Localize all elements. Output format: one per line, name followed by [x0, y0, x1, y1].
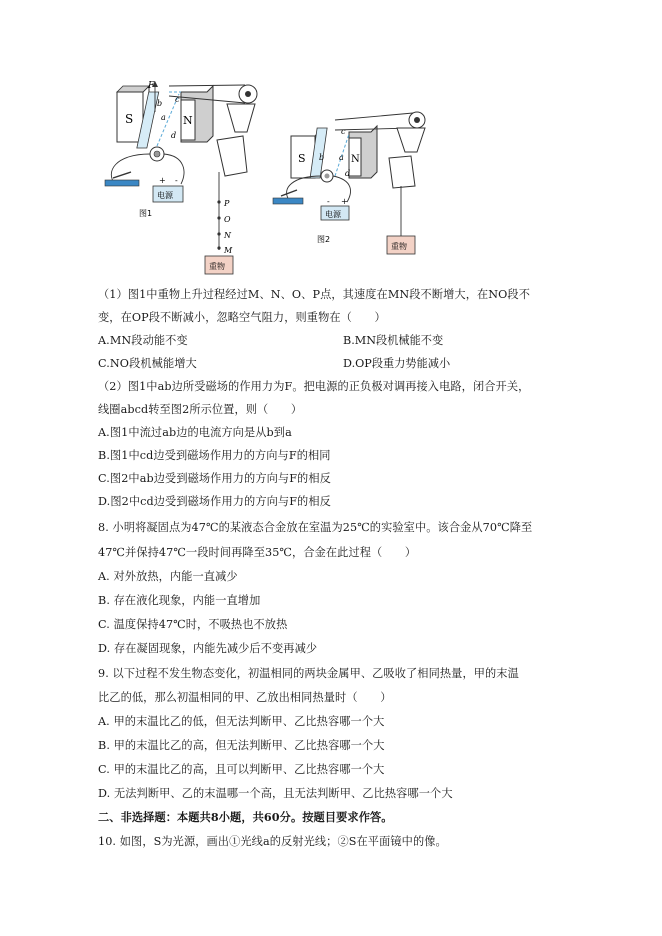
q7-part1-option-a: A.MN段动能不变	[98, 334, 188, 347]
fig1-weight-label: 重物	[209, 262, 225, 271]
figure-1	[105, 81, 257, 274]
fig2-label-d: d	[345, 169, 351, 178]
q7-part1-option-c: C.NO段机械能增大	[98, 357, 197, 370]
q8-line2: 47℃并保持47℃一段时间再降至35℃，合金在此过程（ ）	[98, 546, 417, 559]
fig2-weight-label: 重物	[391, 242, 407, 251]
q9-line1: 9. 以下过程不发生物态变化，初温相同的两块金属甲、乙吸收了相同热量，甲的末温	[98, 667, 519, 680]
magnet-n-label: N	[183, 114, 193, 127]
fig2-caption: 图2	[317, 235, 331, 244]
q9-option-d: D. 无法判断甲、乙的末温哪一个高，且无法判断甲、乙比热容哪一个大	[98, 787, 453, 800]
fig1-point-o: O	[224, 215, 231, 224]
q7-part2-option-b: B.图1中cd边受到磁场作用力的方向与F的相同	[98, 449, 331, 462]
q7-part1-line2: 变，在OP段不断减小，忽略空气阻力，则重物在（ ）	[98, 311, 386, 324]
q9-line2: 比乙的低，那么初温相同的甲、乙放出相同热量时（ ）	[98, 691, 392, 704]
fig1-point-n: N	[224, 231, 231, 240]
q8-option-b: B. 存在液化现象，内能一直增加	[98, 594, 261, 607]
fig2-magnet-s-label: S	[298, 152, 306, 165]
section-2-heading: 二、非选择题：本题共8小题，共60分。按题目要求作答。	[98, 810, 393, 824]
q7-part2-option-d: D.图2中cd边受到磁场作用力的方向与F的相反	[98, 495, 331, 508]
q8-line1: 8. 小明将凝固点为47℃的某液态合金放在室温为25℃的实验室中。该合金从70℃降至	[98, 521, 533, 534]
fig1-label-c: c	[175, 95, 180, 104]
fig1-label-d: d	[171, 131, 177, 140]
fig2-label-c: c	[341, 127, 346, 136]
fig2-magnet-n-label: N	[351, 154, 360, 165]
fig1-label-b: b	[157, 99, 163, 108]
fig2-power-label: 电源	[325, 210, 341, 219]
fig1-force-label: F	[148, 81, 155, 91]
q7-part2-line2: 线圈abcd转至图2所示位置，则（ ）	[98, 403, 303, 416]
fig1-power-label: 电源	[157, 191, 173, 200]
q8-option-a: A. 对外放热，内能一直减少	[98, 570, 238, 583]
fig1-point-p: P	[224, 199, 230, 208]
fig1-plus: +	[159, 176, 166, 185]
fig1-label-a: a	[161, 113, 166, 122]
q8-option-d: D. 存在凝固现象，内能先减少后不变再减少	[98, 642, 318, 655]
q9-option-a: A. 甲的末温比乙的低，但无法判断甲、乙比热容哪一个大	[98, 715, 385, 728]
q7-part1-line1: （1）图1中重物上升过程经过M、N、O、P点，其速度在MN段不断增大，在NO段不	[98, 288, 531, 301]
figure-2	[273, 112, 425, 254]
q7-part1-option-b: B.MN段机械能不变	[343, 334, 444, 347]
fig2-label-b: b	[319, 153, 325, 162]
fig2-minus: -	[327, 197, 330, 206]
q9-option-c: C. 甲的末温比乙的高，且可以判断甲、乙比热容哪一个大	[98, 763, 385, 776]
fig1-point-m: M	[224, 246, 233, 255]
q10-line1: 10. 如图，S为光源，画出①光线a的反射光线；②S在平面镜中的像。	[98, 835, 447, 848]
magnet-s-label: S	[125, 112, 134, 126]
q9-option-b: B. 甲的末温比乙的高，但无法判断甲、乙比热容哪一个大	[98, 739, 385, 752]
fig1-caption: 图1	[139, 209, 153, 218]
q7-part2-option-c: C.图2中ab边受到磁场作用力的方向与F的相反	[98, 472, 331, 485]
fig2-label-a: a	[339, 153, 344, 162]
q7-part2-line1: （2）图1中ab边所受磁场的作用力为F。把电源的正负极对调再接入电路，闭合开关，	[98, 380, 530, 393]
q8-option-c: C. 温度保持47℃时，不吸热也不放热	[98, 618, 288, 631]
motor-diagram-figure	[95, 72, 455, 282]
fig1-minus: -	[175, 176, 178, 185]
q7-part2-option-a: A.图1中流过ab边的电流方向是从b到a	[98, 426, 292, 439]
fig2-plus: +	[341, 197, 348, 206]
q7-part1-option-d: D.OP段重力势能减小	[343, 357, 451, 370]
